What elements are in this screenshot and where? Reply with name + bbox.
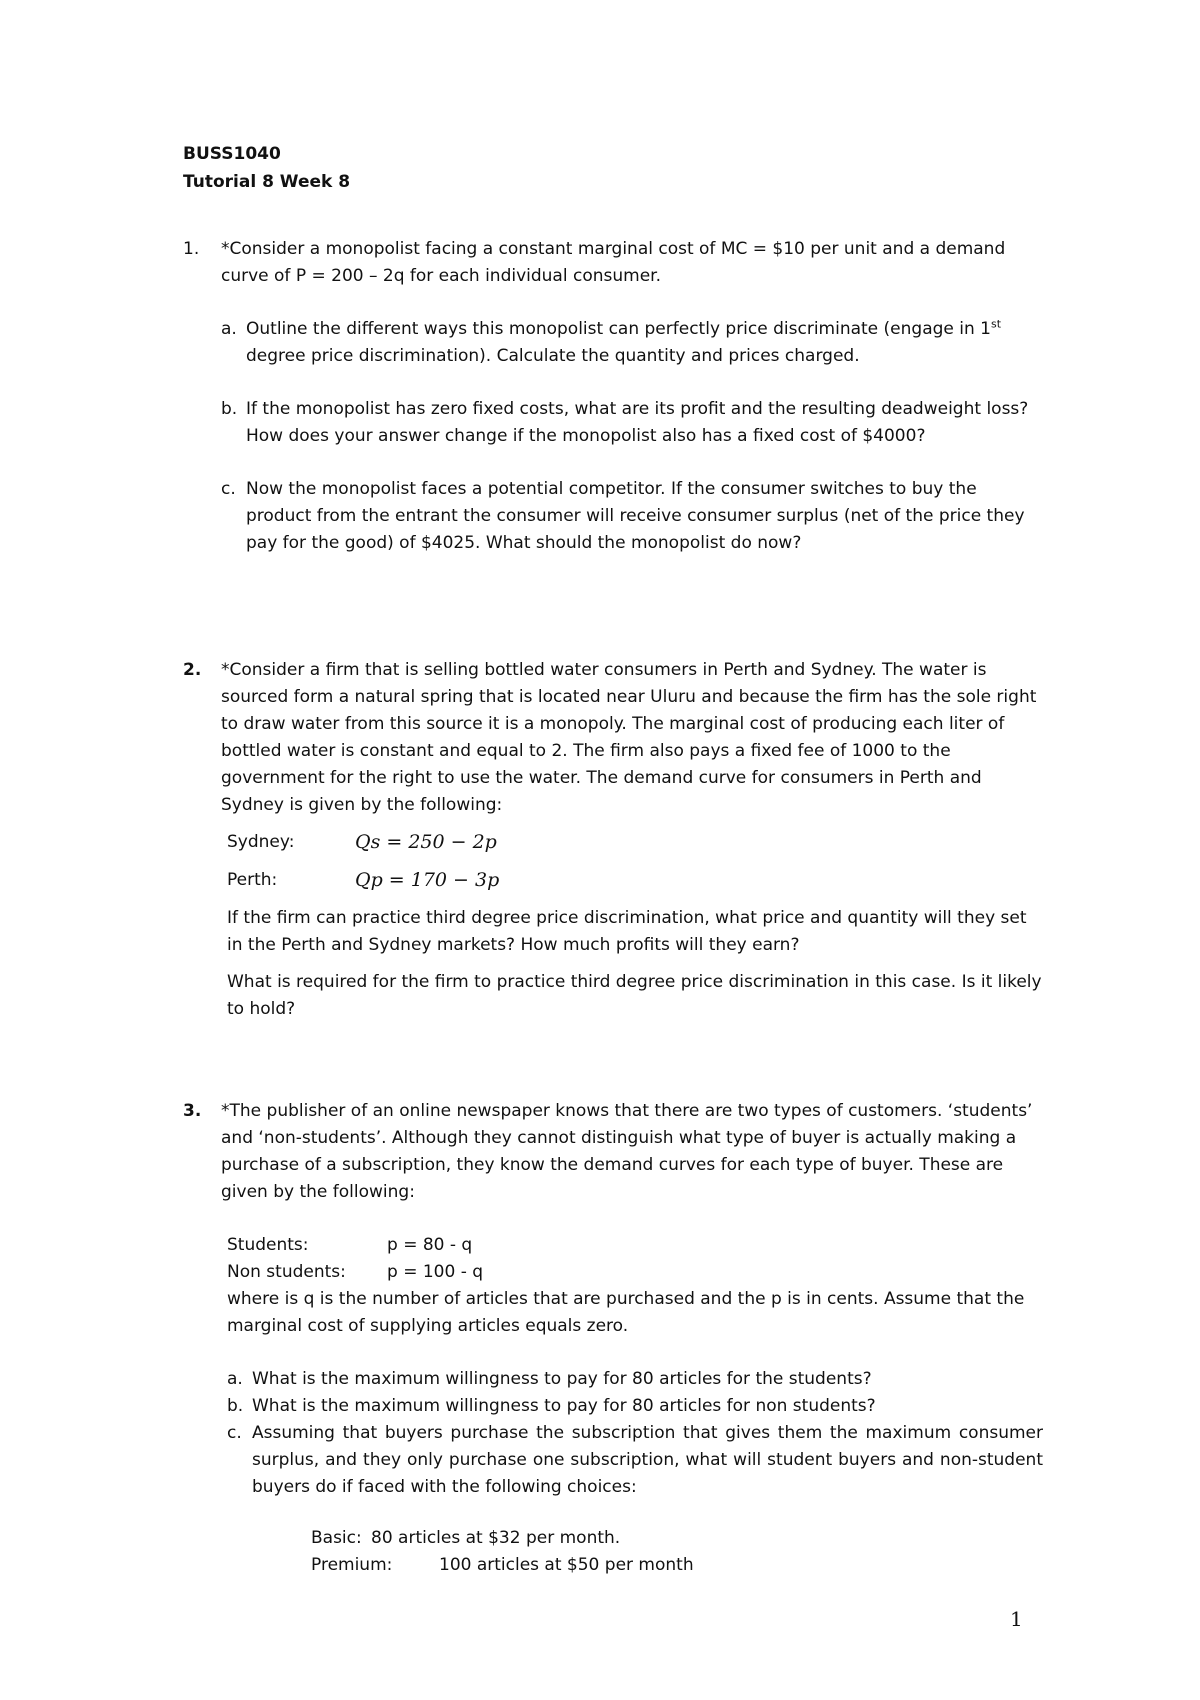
option-label: Basic: (311, 1528, 362, 1548)
subscription-options (311, 1525, 1043, 1579)
subquestion-text: What is the maximum willingness to pay for 80 articles for the students? (252, 1369, 872, 1389)
nonstudents-demand (227, 1259, 1043, 1286)
option-text: 80 articles at $32 per month. (371, 1528, 621, 1548)
question-text: *The publisher of an online newspaper knows that there are two types of customers. ‘students’ and ‘non-students’. Although they cannot distinguish what type of buyer is actually making a purchase of a subscription, they know the demand curves for each type of buyer. These are given by the following: (221, 1101, 1033, 1202)
question-text: *Consider a monopolist facing a constant marginal cost of MC = $10 per unit and a demand curve of P = 200 – 2q for each individual consumer. (221, 239, 1006, 286)
subquestion-c (221, 476, 1043, 557)
demand-equation: Qp = 170 − 3p (355, 869, 500, 891)
subquestion-label: a. (227, 1369, 243, 1389)
subquestion-text: Outline the different ways this monopolist can perfectly price discriminate (engage in 1st degree price discrimination). Calculate the quantity and prices charged. (246, 317, 1002, 366)
market-label: Sydney: (227, 832, 295, 852)
option-text: 100 articles at $50 per month (439, 1555, 694, 1575)
question-number: 3. (183, 1101, 202, 1121)
question-2 (183, 657, 1043, 1023)
demand-equation: p = 100 - q (387, 1262, 484, 1282)
superscript: st (991, 317, 1002, 331)
question-paragraph: What is required for the firm to practice third degree price discrimination in this case. Is it likely to hold? (227, 972, 1042, 1019)
subquestion-label: a. (221, 319, 237, 339)
subquestion-text: Assuming that buyers purchase the subscription that gives them the maximum consumer surplus, and they only purchase one subscription, what will student buyers and non-student buyers do if faced with the following choices: (252, 1423, 1043, 1497)
option-premium (311, 1552, 1043, 1579)
subquestion-c (227, 1420, 1043, 1501)
students-demand (227, 1232, 1043, 1259)
demand-equation: p = 80 - q (387, 1235, 473, 1255)
demand-curves (227, 1232, 1043, 1340)
subquestion-label: b. (227, 1396, 244, 1416)
perth-demand (227, 865, 1043, 895)
subquestion-text: What is the maximum willingness to pay for 80 articles for non students? (252, 1396, 876, 1416)
subquestion-label: c. (227, 1423, 242, 1443)
subquestion-b (221, 396, 1043, 450)
question-3 (183, 1098, 1043, 1579)
question-text: *Consider a firm that is selling bottled water consumers in Perth and Sydney. The water is sourced form a natural spring that is located near Uluru and because the firm has the sole right to draw water from this source it is a monopoly. The marginal cost of producing each liter of bottled water is constant and equal to 2. The firm also pays a fixed fee of 1000 to the government for the right to use the water. The demand curve for consumers in Perth and Sydney is given by the following: (221, 660, 1037, 815)
subquestion-text: Now the monopolist faces a potential competitor. If the consumer switches to buy the product from the entrant the consumer will receive consumer surplus (net of the price they pay for the good) of $4025. What should the monopolist do now? (246, 479, 1025, 553)
option-label: Premium: (311, 1555, 393, 1575)
question-1 (183, 236, 1043, 557)
page-number: 1 (1010, 1607, 1023, 1631)
subquestion-b (227, 1393, 1043, 1420)
buyer-type-label: Non students: (227, 1262, 346, 1282)
tutorial-title: Tutorial 8 Week 8 (183, 172, 351, 192)
question-number: 2. (183, 660, 202, 680)
question-paragraph: If the firm can practice third degree price discrimination, what price and quantity will they set in the Perth and Sydney markets? How much profits will they earn? (227, 908, 1027, 955)
market-label: Perth: (227, 870, 278, 890)
option-basic (311, 1525, 1043, 1552)
demand-equation: Qs = 250 − 2p (355, 831, 497, 853)
subquestion-label: c. (221, 479, 236, 499)
sydney-demand (227, 827, 1043, 857)
buyer-type-label: Students: (227, 1235, 309, 1255)
document-header (183, 140, 350, 196)
subquestion-label: b. (221, 399, 238, 419)
subquestion-text: If the monopolist has zero fixed costs, what are its profit and the resulting deadweight loss? How does your answer change if the monopolist also has a fixed cost of $4000? (246, 399, 1029, 446)
subquestion-a (221, 316, 1043, 370)
question-number: 1. (183, 239, 200, 259)
assumption-text: where is q is the number of articles that are purchased and the p is in cents. Assume that the marginal cost of supplying articles equals zero. (227, 1289, 1025, 1336)
subquestion-a (227, 1366, 1043, 1393)
course-code: BUSS1040 (183, 144, 281, 164)
